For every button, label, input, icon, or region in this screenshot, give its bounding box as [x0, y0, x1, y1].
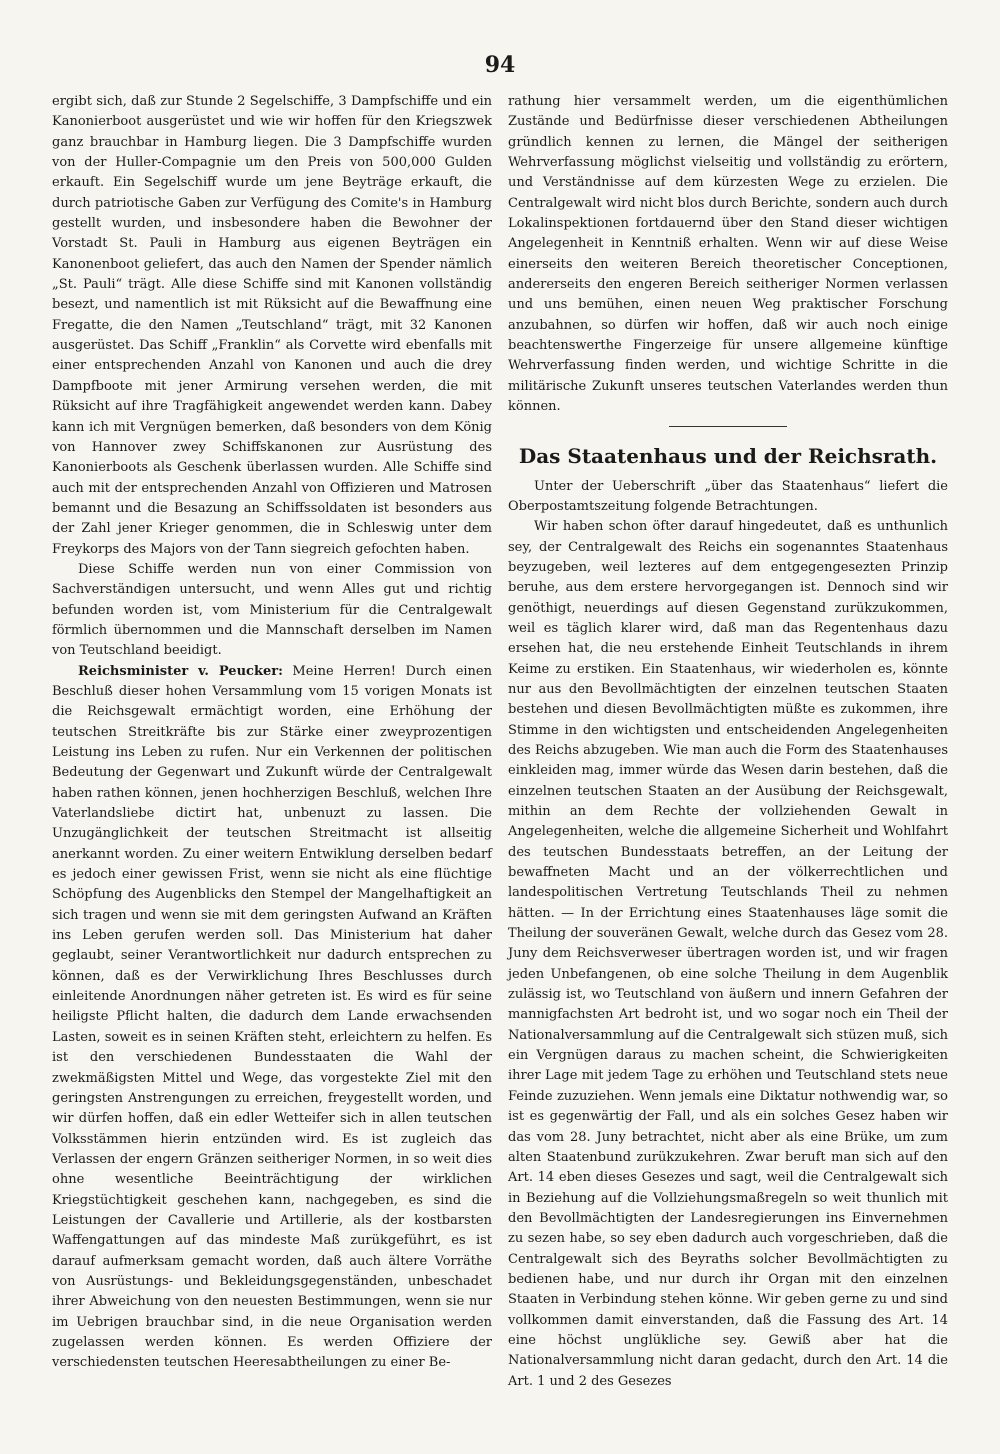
- paragraph-commission: Diese Schiffe werden nun von einer Commission von Sachverständigen untersucht, und wenn Alles gut und richtig befunden worden ist, vom Ministerium für die Centralgewalt förmlich übernommen und die Mannschaft derselben im Namen von Teutschland beeidigt.: [52, 561, 492, 659]
- paragraph-intro: Unter der Ueberschrift „über das Staatenhaus“ liefert die Oberpostamtszeitung folgende Betrachtungen.: [508, 478, 948, 514]
- article-heading: Das Staatenhaus und der Reichsrath.: [518, 443, 938, 468]
- page-number: 94: [484, 52, 516, 78]
- right-column: [508, 92, 948, 1392]
- speaker-name: Reichsminister v. Peucker:: [78, 663, 283, 679]
- left-column: [52, 92, 492, 1374]
- speech-text: Meine Herren! Durch einen Beschluß dieser hohen Versammlung vom 15 vorigen Monats ist die Reichsgewalt ermächtigt worden, eine Erhöhung der teutschen Streitkräfte bis zur Stärke einer zweyprozentigen Leistung ins Leben zu rufen. Nur ein Verkennen der politischen Bedeutung der Gegenwart und Zukunft würde der Centralgewalt haben rathen können, jenen hochherzigen Beschluß, welchen Ihre Vaterlandsliebe dictirt hat, unbenuzt zu lassen. Die Unzugänglichkeit der teutschen Streitmacht ist allseitig anerkannt worden. Zu einer weitern Entwiklung derselben bedarf es jedoch einer gewissen Frist, wenn sie nicht als eine flüchtige Schöpfung des Augenblicks den Stempel der Mangelhaftigkeit an sich tragen und wenn sie mit dem geringsten Aufwand an Kräften ins Leben gerufen werden soll. Das Ministerium hat daher geglaubt, seiner Verantwortlichkeit nur dadurch entsprechen zu können, daß es der Verwirklichung Ihres Beschlusses durch einleitende Anordnungen näher getreten ist. Es wird es für seine heiligste Pflicht halten, die dadurch dem Lande erwachsenden Lasten, soweit es in seinen Kräften steht, erleichtern zu helfen. Es ist den verschiedenen Bundesstaaten die Wahl der zwekmäßigsten Mittel und Wege, das vorgestekte Ziel mit den geringsten Anstrengungen zu erreichen, freygestellt worden, und wir dürfen hoffen, daß ein edler Wetteifer sich in allen teutschen Volksstämmen hierin entzünden wird. Es ist zugleich das Verlassen der engern Gränzen seitheriger Normen, in so weit dies ohne wesentliche Beeinträchtigung der wirklichen Kriegstüchtigkeit geschehen kann, nachgegeben, es sind die Leistungen der Cavallerie und Artillerie, als der kostbarsten Waffengattungen auf das mindeste Maß zurükgeführt, es ist darauf aufmerksam gemacht worden, daß auch ältere Vorräthe von Ausrüstungs- und Bekleidungsgegenständen, unbeschadet ihrer Abweichung von den neuesten Bestimmungen, wenn sie nur im Uebrigen brauchbar sind, in die neue Organisation werden zugelassen werden können. Es werden Offiziere der verschiedensten teutschen Heeresabtheilungen zu einer Be-: [52, 663, 492, 1371]
- section-divider: [669, 426, 787, 427]
- paragraph-continuation: rathung hier versammelt werden, um die eigenthümlichen Zustände und Bedürfnisse dieser verschiedenen Abtheilungen gründlich kennen zu lernen, die Mängel der seitherigen Wehrverfassung möglichst vielseitig und vollständig zu erörtern, und Verständnisse auf dem kürzesten Wege zu erzielen. Die Centralgewalt wird nicht blos durch Berichte, sondern auch durch Lokalinspektionen fortdauernd über den Stand dieser wichtigen Angelegenheit in Kenntniß erhalten. Wenn wir auf diese Weise einerseits den weiteren Bereich theoretischer Conceptionen, andererseits den engeren Bereich seitheriger Normen verlassen und uns bemühen, einen neuen Weg praktischer Forschung anzubahnen, so dürfen wir hoffen, daß wir auch noch einige beachtenswerthe Fingerzeige für unsere allgemeine künftige Wehrverfassung finden werden, und wichtige Schritte in die militärische Zukunft unseres teutschen Vaterlandes werden thun können.: [508, 94, 948, 415]
- paragraph-peucker-speech: [52, 662, 492, 1374]
- paragraph-staatenhaus: Wir haben schon öfter darauf hingedeutet, daß es unthunlich sey, der Centralgewalt des Reichs ein sogenanntes Staatenhaus beyzugeben, weil lezteres auf dem entgegengesezten Prinzip beruhe, aus dem erstere hervorgegangen ist. Dennoch sind wir genöthigt, neuerdings auf diesen Gegenstand zurükzukommen, weil es täglich klarer wird, daß man das Regentenhaus dazu ersehen hat, die neu erstehende Einheit Teutschlands in ihrem Keime zu erstiken. Ein Staatenhaus, wir wiederholen es, könnte nur aus den Bevollmächtigten der einzelnen teutschen Staaten bestehen und diesen Bevollmächtigten müßte es zukommen, ihre Stimme in den wichtigsten und entscheidenden Angelegenheiten des Reichs abzugeben. Wie man auch die Form des Staatenhauses einkleiden mag, immer würde das Wesen darin bestehen, daß die einzelnen teutschen Staaten an der Ausübung der Reichsgewalt, mithin an dem Rechte der vollziehenden Gewalt in Angelegenheiten, welche die allgemeine Sicherheit und Wohlfahrt des teutschen Bundesstaats betreffen, an der Leitung der bewaffneten Macht und an der völkerrechtlichen und landespolitischen Vertretung Teutschlands Theil zu nehmen hätten. — In der Errichtung eines Staatenhauses läge somit die Theilung der souveränen Gewalt, welche durch das Gesez vom 28. Juny dem Reichsverweser übertragen worden ist, und wir fragen jeden Unbefangenen, ob eine solche Theilung in dem Augenblik zulässig ist, wo Teutschland von äußern und innern Gefahren der mannigfachsten Art bedroht ist, und wo sogar noch ein Theil der Nationalversammlung auf die Centralgewalt sich stüzen muß, sich ein Vergnügen daraus zu machen scheint, die Schwierigkeiten ihrer Lage mit jedem Tage zu erhöhen und Teutschland stets neue Feinde zuzuziehen. Wenn jemals eine Diktatur nothwendig war, so ist es gegenwärtig der Fall, und als ein solches Gesez haben wir das vom 28. Juny betrachtet, nicht aber als eine Brüke, um zum alten Staatenbund zurükzukehren. Zwar beruft man sich auf den Art. 14 eben dieses Gesezes und sagt, weil die Centralgewalt sich in Beziehung auf die Vollziehungsmaßregeln so weit thunlich mit den Bevollmächtigten der Landesregierungen ins Einvernehmen zu sezen habe, so sey eben dadurch auch vorgeschrieben, daß die Centralgewalt sich des Beyraths solcher Bevollmächtigten zu bedienen habe, und nur durch ihr Organ mit den einzelnen Staaten in Verbindung stehen könne. Wir geben gerne zu und sind vollkommen damit einverstanden, daß die Fassung des Art. 14 eine höchst unglükliche sey. Gewiß aber hat die Nationalversammlung nicht daran gedacht, durch den Art. 14 die Art. 1 und 2 des Gesezes: [508, 519, 948, 1389]
- paragraph-ships: ergibt sich, daß zur Stunde 2 Segelschiffe, 3 Dampfschiffe und ein Kanonierboot ausgerüstet und wie wir hoffen für den Kriegszwek ganz brauchbar in Hamburg liegen. Die 3 Dampfschiffe wurden von der Huller-Compagnie um den Preis von 500,000 Gulden erkauft. Ein Segelschiff wurde um jene Beyträge erkauft, die durch patriotische Gaben zur Verfügung des Comite's in Hamburg gestellt wurden, und insbesondere haben die Bewohner der Vorstadt St. Pauli in Hamburg aus eigenen Beyträgen ein Kanonenboot geliefert, das auch den Namen der Spender nämlich „St. Pauli“ trägt. Alle diese Schiffe sind mit Kanonen vollständig besezt, und namentlich ist mit Rüksicht auf die Bewaffnung eine Fregatte, die den Namen „Teutschland“ trägt, mit 32 Kanonen ausgerüstet. Das Schiff „Franklin“ als Corvette wird ebenfalls mit einer entsprechenden Anzahl von Kanonen und auch die drey Dampfboote mit jener Armirung versehen werden, die mit Rüksicht auf ihre Tragfähigkeit angewendet werden kann. Dabey kann ich mit Vergnügen bemerken, daß besonders von dem König von Hannover zwey Schiffskanonen zur Ausrüstung des Kanonierboots als Geschenk überlassen wurden. Alle Schiffe sind auch mit der entsprechenden Anzahl von Offizieren und Matrosen bemannt und die Besazung an Schiffssoldaten ist besonders aus der Zahl jener Krieger genommen, die in Schleswig unter dem Freykorps des Majors von der Tann siegreich gefochten haben.: [52, 94, 492, 557]
